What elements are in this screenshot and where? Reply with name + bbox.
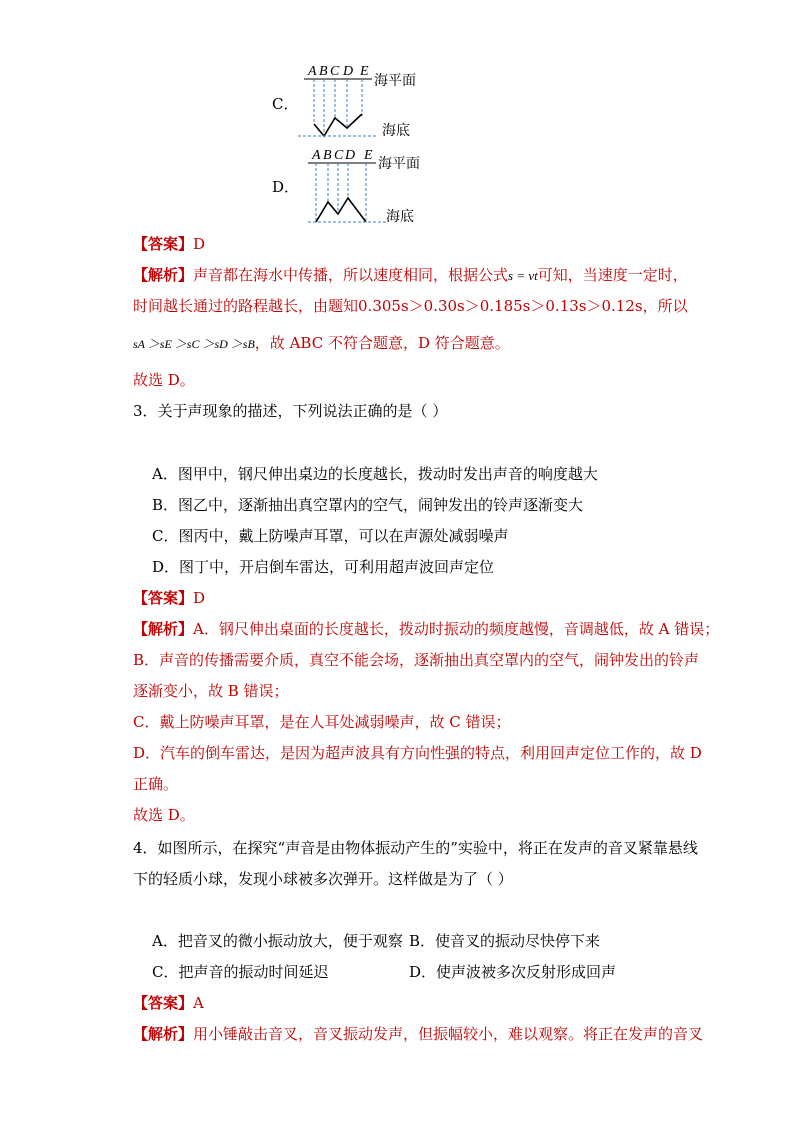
seabed-profile (316, 198, 366, 222)
formula: s = vt (508, 268, 538, 283)
letter-e: E (360, 64, 369, 79)
letter-a: A (312, 148, 321, 163)
answer-value: D (193, 235, 206, 253)
q3-analysis-line-3: 逐渐变小，故 B 错误； (133, 682, 289, 700)
option-c-label: C． (272, 95, 299, 113)
q3-analysis-line-1 (133, 618, 719, 639)
q3-option-a: A．图甲中，钢尺伸出桌边的长度越长，拨动时发出声音的响度越大 (152, 465, 598, 483)
answer-tag: 【答案】 (133, 994, 194, 1012)
q3-answer (133, 587, 205, 608)
q2-conclusion: 故选 D。 (133, 371, 195, 389)
q4-answer (133, 992, 204, 1013)
q4-option-a: A．把音叉的微小振动放大，便于观察 (152, 932, 403, 950)
q3-analysis-line-4: C．戴上防噪声耳罩，是在人耳处减弱噪声，故 C 错误； (133, 713, 511, 731)
q3-stem: 3．关于声现象的描述，下列说法正确的是（ ） (133, 402, 448, 420)
analysis-tag: 【解析】 (133, 266, 194, 284)
option-d-label: D． (272, 178, 300, 196)
q2-answer (133, 233, 205, 254)
analysis-text: 用小锤敲击音叉，音叉振动发声，但振幅较小，难以观察。将正在发声的音叉 (193, 1025, 704, 1043)
answer-value: A (193, 994, 204, 1012)
q3-analysis-line-2: B．声音的传播需要介质，真空不能会场，逐渐抽出真空罩内的空气，闹钟发出的铃声 (133, 651, 700, 669)
option-d-sea-surface-label: 海平面 (378, 156, 420, 172)
analysis-text: 可知，当速度一定时， (537, 266, 688, 284)
q4-analysis-line-1 (133, 1023, 703, 1044)
answer-value: D (193, 589, 206, 607)
letter-d: D (343, 64, 354, 79)
analysis-tag: 【解析】 (133, 620, 194, 638)
q4-option-b: B．使音叉的振动尽快停下来 (409, 932, 601, 950)
q4-stem-line-1: 4．如图所示，在探究“声音是由物体振动产生的”实验中，将正在发声的音叉紧靠悬线 (133, 839, 698, 857)
q4-option-d: D．使声波被多次反射形成回声 (409, 963, 617, 981)
q2-analysis-line-2: 时间越长通过的路程越长，由题知0.305s＞0.30s＞0.185s＞0.13s＞0.12s，所以 (133, 297, 688, 315)
distance-inequality: sA ＞sE ＞sC ＞sD ＞sB (133, 337, 255, 351)
analysis-tag: 【解析】 (133, 1025, 194, 1043)
option-d-sea-floor-label: 海底 (386, 209, 414, 225)
q3-conclusion: 故选 D。 (133, 806, 195, 824)
q3-analysis-line-6: 正确。 (133, 775, 179, 793)
analysis-text: 声音都在海水中传播，所以速度相同，根据公式 (193, 266, 509, 284)
q4-option-c: C．把声音的振动时间延迟 (152, 963, 329, 981)
q3-analysis-line-5: D．汽车的倒车雷达，是因为超声波具有方向性强的特点，利用回声定位工作的，故 D (133, 744, 702, 762)
letter-d: D (345, 148, 356, 163)
q2-analysis-line-3 (133, 332, 510, 353)
letter-c: C (334, 148, 344, 163)
letter-c: C (330, 64, 340, 79)
q3-option-c: C．图丙中，戴上防噪声耳罩，可以在声源处减弱噪声 (152, 527, 509, 545)
letter-e: E (364, 148, 373, 163)
letter-b: B (323, 148, 332, 163)
letter-b: B (319, 64, 328, 79)
option-c-sea-surface-label: 海平面 (374, 73, 416, 89)
q2-analysis-line-1 (133, 264, 688, 285)
letter-a: A (308, 64, 317, 79)
analysis-text: A．钢尺伸出桌面的长度越长，拨动时振动的频度越慢，音调越低，故 A 错误； (193, 620, 720, 638)
analysis-text: ，故 ABC 不符合题意，D 符合题意。 (254, 334, 510, 352)
q4-stem-line-2: 下的轻质小球，发现小球被多次弹开。这样做是为了（ ） (133, 870, 513, 888)
q3-option-b: B．图乙中，逐渐抽出真空罩内的空气，闹钟发出的铃声逐渐变大 (152, 496, 584, 514)
answer-tag: 【答案】 (133, 589, 194, 607)
q3-option-d: D．图丁中，开启倒车雷达，可利用超声波回声定位 (152, 558, 495, 576)
seabed-profile (314, 114, 362, 136)
option-c-sea-floor-label: 海底 (382, 123, 410, 139)
answer-tag: 【答案】 (133, 235, 194, 253)
